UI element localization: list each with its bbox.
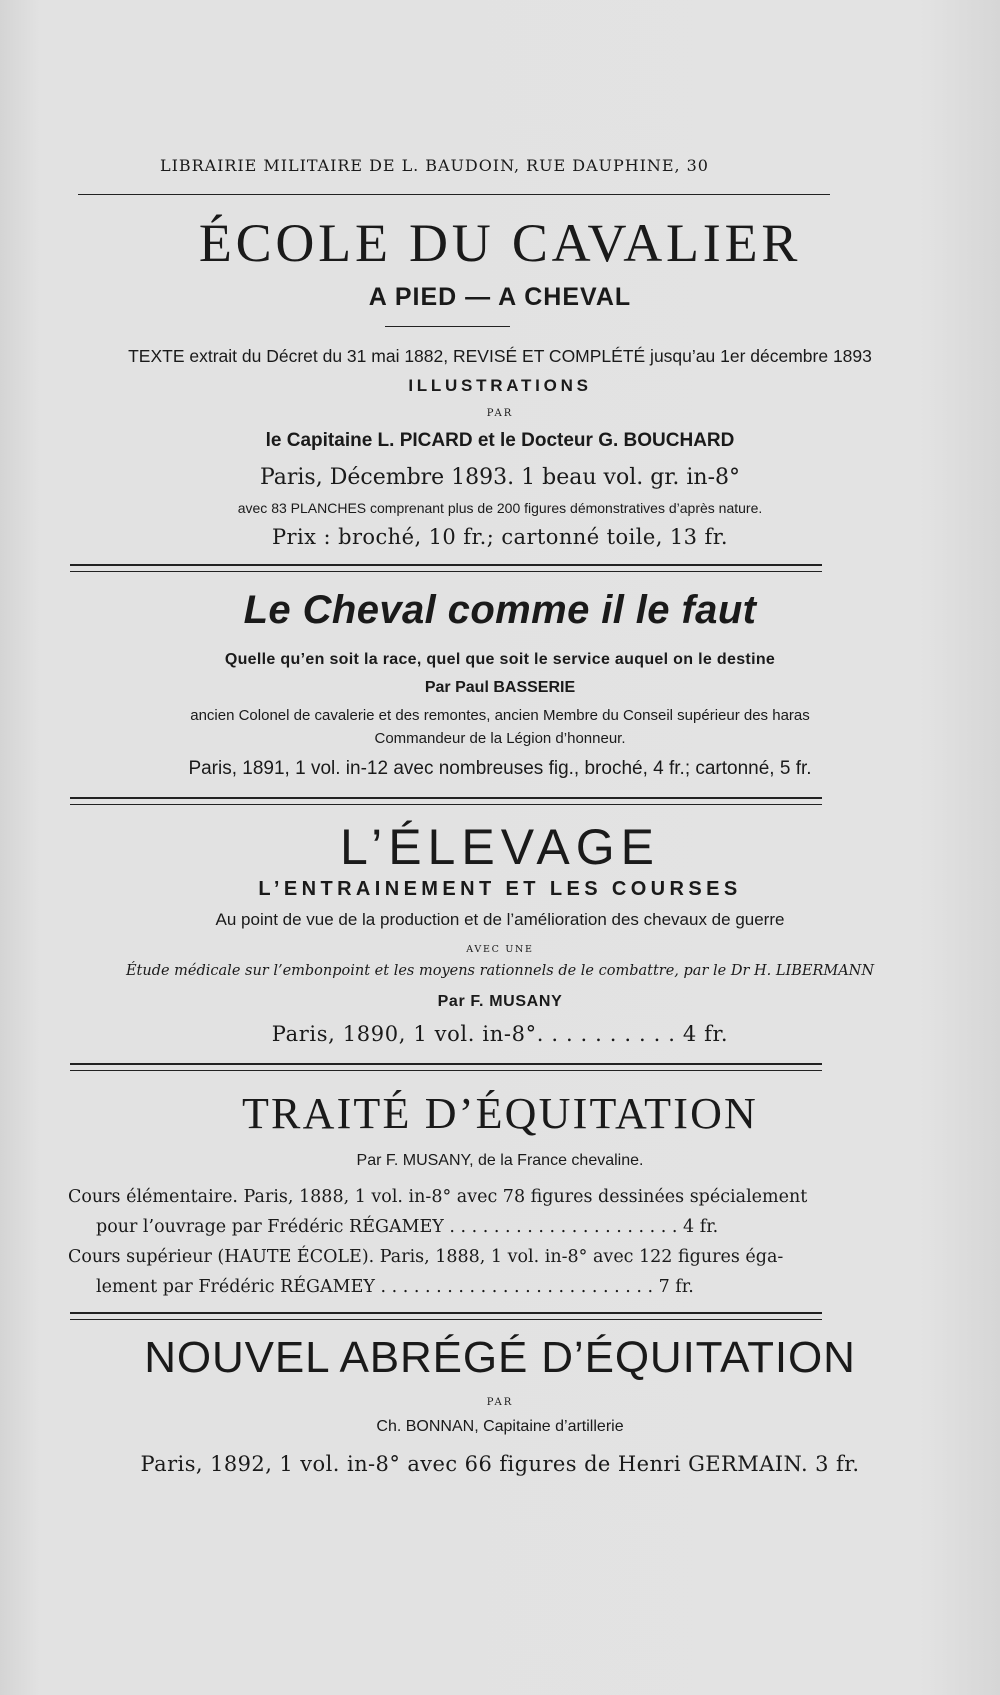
ecole-cavalier-planches: avec 83 PLANCHES comprenant plus de 200 figures démonstratives d’après nature. xyxy=(237,500,763,516)
ecole-cavalier-subtitle: A PIED — A CHEVAL xyxy=(368,283,632,311)
traite-entry2-line2: lement par Frédéric RÉGAMEY . . . . . . . . . . . . . . . . . . . . . . . . . 7 fr. xyxy=(96,1277,694,1297)
ecole-cavalier-text-line: TEXTE extrait du Décret du 31 mai 1882, REVISÉ ET COMPLÉTÉ jusqu’au 1er décembre 1893 xyxy=(128,346,872,366)
elevage-edition: Paris, 1890, 1 vol. in-8°. . . . . . . . . . 4 fr. xyxy=(271,1022,729,1046)
traite-entry1-line2: pour l’ouvrage par Frédéric RÉGAMEY . . . . . . . . . . . . . . . . . . . . . 4 fr. xyxy=(96,1217,719,1237)
traite-entry2-line1: Cours supérieur (HAUTE ÉCOLE). Paris, 1888, 1 vol. in-8° avec 122 figures éga- xyxy=(68,1247,784,1267)
ecole-cavalier-edition: Paris, Décembre 1893. 1 beau vol. gr. in-8° xyxy=(259,465,741,490)
ad4-double-rule xyxy=(70,1312,822,1320)
ecole-cavalier-authors: le Capitaine L. PICARD et le Docteur G. BOUCHARD xyxy=(265,430,735,451)
cheval-bio-line1: ancien Colonel de cavalerie et des remontes, ancien Membre du Conseil supérieur des haras xyxy=(190,707,810,724)
ad3-double-rule xyxy=(70,1063,822,1071)
cheval-bio-line2: Commandeur de la Légion d’honneur. xyxy=(374,730,626,747)
elevage-etude: Étude médicale sur l’embonpoint et les moyens rationnels de le combattre, par le Dr H. LIBERMANN xyxy=(125,963,875,979)
ad1-short-rule xyxy=(385,326,510,327)
cheval-edition: Paris, 1891, 1 vol. in-12 avec nombreuses fig., broché, 4 fr.; cartonné, 5 fr. xyxy=(188,758,812,779)
ecole-cavalier-illustrations: ILLUSTRATIONS xyxy=(408,376,592,395)
ad2-double-rule xyxy=(70,797,822,805)
traite-author: Par F. MUSANY, de la France chevaline. xyxy=(356,1152,644,1169)
abrege-par: PAR xyxy=(486,1397,514,1408)
cheval-author: Par Paul BASSERIE xyxy=(424,679,576,696)
abrege-edition: Paris, 1892, 1 vol. in-8° avec 66 figures de Henri GERMAIN. 3 fr. xyxy=(140,1452,860,1476)
header-line: LIBRAIRIE MILITAIRE DE L. BAUDOIN, RUE DAUPHINE, 30 xyxy=(160,156,709,175)
header-rule xyxy=(78,194,830,195)
cheval-title: Le Cheval comme il le faut xyxy=(243,588,757,632)
elevage-subtitle: L’ENTRAINEMENT ET LES COURSES xyxy=(258,878,742,900)
ecole-cavalier-price: Prix : broché, 10 fr.; cartonné toile, 13 fr. xyxy=(272,525,728,549)
traite-title: TRAITÉ D’ÉQUITATION xyxy=(241,1089,759,1138)
ad1-double-rule xyxy=(70,564,822,572)
traite-entry1-line1: Cours élémentaire. Paris, 1888, 1 vol. in-8° avec 78 figures dessinées spécialement xyxy=(68,1187,808,1207)
elevage-title: L’ÉLEVAGE xyxy=(340,819,660,875)
ecole-cavalier-title: ÉCOLE DU CAVALIER xyxy=(198,213,802,273)
elevage-author: Par F. MUSANY xyxy=(437,993,563,1010)
ecole-cavalier-par: PAR xyxy=(486,408,514,419)
abrege-title: NOUVEL ABRÉGÉ D’ÉQUITATION xyxy=(144,1333,856,1382)
cheval-subtitle: Quelle qu’en soit la race, quel que soit le service auquel on le destine xyxy=(224,651,776,668)
elevage-avec-une: AVEC UNE xyxy=(466,944,534,955)
elevage-desc: Au point de vue de la production et de l’amélioration des chevaux de guerre xyxy=(215,910,785,929)
abrege-author: Ch. BONNAN, Capitaine d’artillerie xyxy=(376,1418,624,1435)
